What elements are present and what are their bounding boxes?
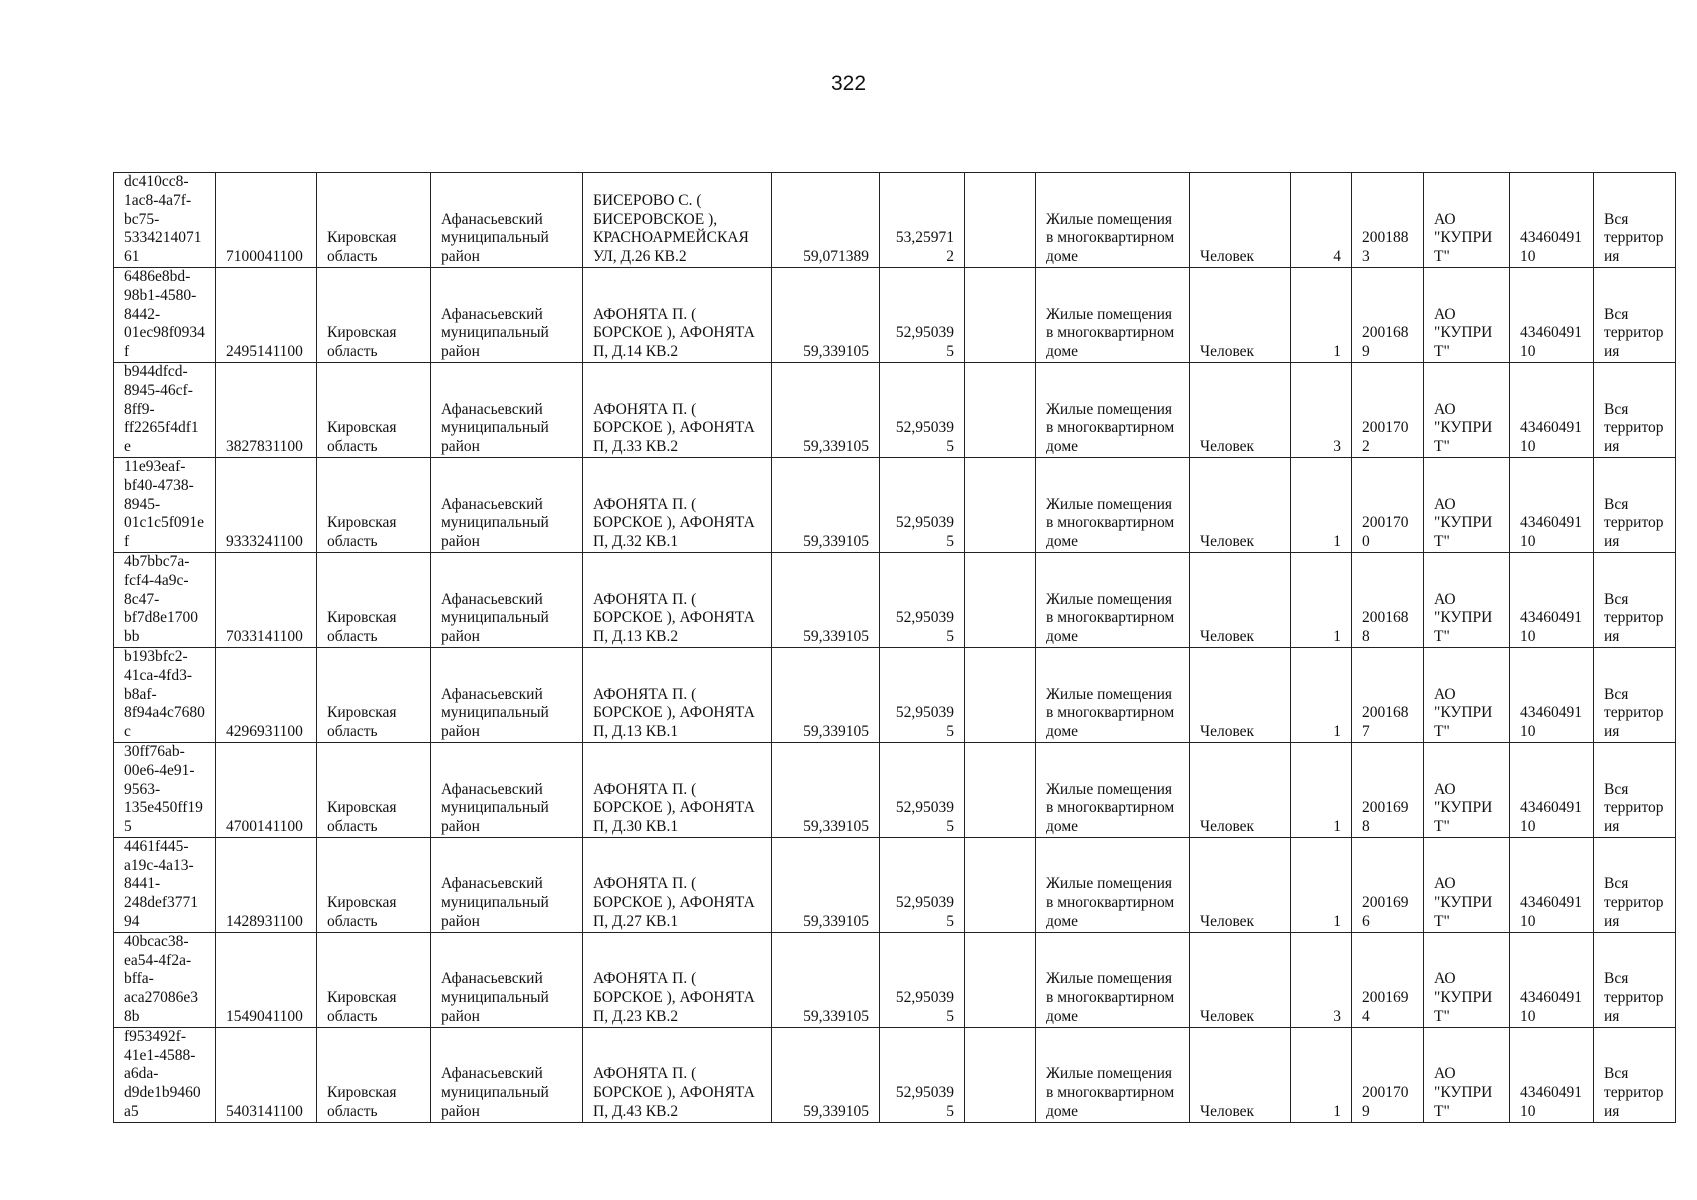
cell-district: Афанасьевский муниципальный район — [431, 837, 583, 932]
cell-object-id: f953492f-41e1-4588-a6da-d9de1b9460a5 — [114, 1027, 216, 1122]
cell-purpose: Жилые помещения в многоквартирном доме — [1036, 173, 1190, 268]
cell-unit: Человек — [1190, 457, 1291, 552]
cell-territory: Вся территория — [1594, 837, 1676, 932]
cell-object-id: 30ff76ab-00e6-4e91-9563-135e450ff195 — [114, 742, 216, 837]
cell-inn: 4346049110 — [1510, 1027, 1594, 1122]
cell-count: 1 — [1291, 457, 1352, 552]
table-row — [114, 1027, 1676, 1122]
cell-count: 1 — [1291, 742, 1352, 837]
cell-organization: АО "КУПРИТ" — [1424, 837, 1510, 932]
cell-latitude: 59,339105 — [772, 552, 880, 647]
cell-inn: 4346049110 — [1510, 837, 1594, 932]
cell-territory: Вся территория — [1594, 552, 1676, 647]
cell-unit: Человек — [1190, 552, 1291, 647]
cell-count: 1 — [1291, 837, 1352, 932]
cell-object-id: dc410cc8-1ac8-4a7f-bc75-533421407161 — [114, 173, 216, 268]
cell-code: 4296931100 — [216, 647, 317, 742]
cell-district: Афанасьевский муниципальный район — [431, 932, 583, 1027]
cell-address: АФОНЯТА П. ( БОРСКОЕ ), АФОНЯТА П, Д.32 КВ.1 — [583, 457, 772, 552]
table-row — [114, 457, 1676, 552]
cell-unit: Человек — [1190, 647, 1291, 742]
cell-code: 9333241100 — [216, 457, 317, 552]
cell-inn: 4346049110 — [1510, 173, 1594, 268]
cell-inn: 4346049110 — [1510, 457, 1594, 552]
cell-inn: 4346049110 — [1510, 742, 1594, 837]
cell-code: 4700141100 — [216, 742, 317, 837]
cell-region: Кировская область — [317, 362, 431, 457]
cell-object-id: 6486e8bd-98b1-4580-8442-01ec98f0934f — [114, 267, 216, 362]
cell-latitude: 59,339105 — [772, 932, 880, 1027]
cell-empty — [965, 1027, 1036, 1122]
cell-region: Кировская область — [317, 173, 431, 268]
cell-longitude: 52,950395 — [880, 1027, 965, 1122]
cell-longitude: 52,950395 — [880, 267, 965, 362]
cell-longitude: 52,950395 — [880, 552, 965, 647]
cell-region: Кировская область — [317, 837, 431, 932]
cell-purpose: Жилые помещения в многоквартирном доме — [1036, 1027, 1190, 1122]
cell-unit: Человек — [1190, 742, 1291, 837]
cell-number: 2001700 — [1352, 457, 1424, 552]
cell-district: Афанасьевский муниципальный район — [431, 647, 583, 742]
cell-count: 3 — [1291, 362, 1352, 457]
cell-district: Афанасьевский муниципальный район — [431, 552, 583, 647]
cell-purpose: Жилые помещения в многоквартирном доме — [1036, 742, 1190, 837]
cell-longitude: 52,950395 — [880, 362, 965, 457]
cell-empty — [965, 647, 1036, 742]
cell-purpose: Жилые помещения в многоквартирном доме — [1036, 362, 1190, 457]
cell-count: 4 — [1291, 173, 1352, 268]
cell-number: 2001687 — [1352, 647, 1424, 742]
cell-address: АФОНЯТА П. ( БОРСКОЕ ), АФОНЯТА П, Д.27 КВ.1 — [583, 837, 772, 932]
cell-code: 3827831100 — [216, 362, 317, 457]
cell-territory: Вся территория — [1594, 173, 1676, 268]
cell-address: АФОНЯТА П. ( БОРСКОЕ ), АФОНЯТА П, Д.13 КВ.2 — [583, 552, 772, 647]
cell-latitude: 59,339105 — [772, 362, 880, 457]
table-row — [114, 742, 1676, 837]
cell-code: 1428931100 — [216, 837, 317, 932]
table-row — [114, 267, 1676, 362]
cell-organization: АО "КУПРИТ" — [1424, 1027, 1510, 1122]
cell-count: 1 — [1291, 1027, 1352, 1122]
cell-count: 1 — [1291, 647, 1352, 742]
cell-inn: 4346049110 — [1510, 932, 1594, 1027]
cell-latitude: 59,339105 — [772, 457, 880, 552]
cell-latitude: 59,339105 — [772, 1027, 880, 1122]
cell-longitude: 52,950395 — [880, 647, 965, 742]
cell-object-id: 11e93eaf-bf40-4738-8945-01c1c5f091ef — [114, 457, 216, 552]
registry-table — [113, 172, 1676, 1123]
cell-number: 2001709 — [1352, 1027, 1424, 1122]
cell-number: 2001696 — [1352, 837, 1424, 932]
cell-address: АФОНЯТА П. ( БОРСКОЕ ), АФОНЯТА П, Д.43 КВ.2 — [583, 1027, 772, 1122]
cell-longitude: 53,259712 — [880, 173, 965, 268]
cell-region: Кировская область — [317, 647, 431, 742]
cell-empty — [965, 552, 1036, 647]
cell-organization: АО "КУПРИТ" — [1424, 742, 1510, 837]
cell-empty — [965, 362, 1036, 457]
cell-address: АФОНЯТА П. ( БОРСКОЕ ), АФОНЯТА П, Д.33 КВ.2 — [583, 362, 772, 457]
cell-region: Кировская область — [317, 457, 431, 552]
cell-region: Кировская область — [317, 932, 431, 1027]
cell-purpose: Жилые помещения в многоквартирном доме — [1036, 552, 1190, 647]
cell-territory: Вся территория — [1594, 742, 1676, 837]
cell-address: АФОНЯТА П. ( БОРСКОЕ ), АФОНЯТА П, Д.14 КВ.2 — [583, 267, 772, 362]
cell-purpose: Жилые помещения в многоквартирном доме — [1036, 837, 1190, 932]
cell-territory: Вся территория — [1594, 647, 1676, 742]
cell-number: 2001688 — [1352, 552, 1424, 647]
table-row — [114, 647, 1676, 742]
cell-object-id: b193bfc2-41ca-4fd3-b8af-8f94a4c7680c — [114, 647, 216, 742]
cell-empty — [965, 837, 1036, 932]
cell-district: Афанасьевский муниципальный район — [431, 742, 583, 837]
cell-object-id: 40bcac38-ea54-4f2a-bffa-aca27086e38b — [114, 932, 216, 1027]
cell-empty — [965, 267, 1036, 362]
cell-address: АФОНЯТА П. ( БОРСКОЕ ), АФОНЯТА П, Д.30 КВ.1 — [583, 742, 772, 837]
cell-unit: Человек — [1190, 267, 1291, 362]
cell-territory: Вся территория — [1594, 457, 1676, 552]
cell-empty — [965, 457, 1036, 552]
table-row — [114, 837, 1676, 932]
cell-code: 7033141100 — [216, 552, 317, 647]
cell-territory: Вся территория — [1594, 362, 1676, 457]
cell-number: 2001689 — [1352, 267, 1424, 362]
cell-address: БИСЕРОВО С. ( БИСЕРОВСКОЕ ), КРАСНОАРМЕЙСКАЯ УЛ, Д.26 КВ.2 — [583, 173, 772, 268]
cell-organization: АО "КУПРИТ" — [1424, 457, 1510, 552]
cell-latitude: 59,339105 — [772, 647, 880, 742]
cell-organization: АО "КУПРИТ" — [1424, 173, 1510, 268]
cell-unit: Человек — [1190, 362, 1291, 457]
cell-longitude: 52,950395 — [880, 742, 965, 837]
cell-number: 2001698 — [1352, 742, 1424, 837]
table-body — [114, 173, 1676, 1123]
cell-organization: АО "КУПРИТ" — [1424, 647, 1510, 742]
cell-longitude: 52,950395 — [880, 457, 965, 552]
cell-organization: АО "КУПРИТ" — [1424, 362, 1510, 457]
cell-address: АФОНЯТА П. ( БОРСКОЕ ), АФОНЯТА П, Д.23 КВ.2 — [583, 932, 772, 1027]
cell-count: 3 — [1291, 932, 1352, 1027]
cell-object-id: b944dfcd-8945-46cf-8ff9-ff2265f4df1e — [114, 362, 216, 457]
cell-code: 2495141100 — [216, 267, 317, 362]
cell-latitude: 59,339105 — [772, 742, 880, 837]
cell-latitude: 59,339105 — [772, 267, 880, 362]
cell-object-id: 4b7bbc7a-fcf4-4a9c-8c47-bf7d8e1700bb — [114, 552, 216, 647]
cell-purpose: Жилые помещения в многоквартирном доме — [1036, 647, 1190, 742]
cell-inn: 4346049110 — [1510, 362, 1594, 457]
cell-organization: АО "КУПРИТ" — [1424, 552, 1510, 647]
cell-empty — [965, 742, 1036, 837]
cell-latitude: 59,339105 — [772, 837, 880, 932]
cell-inn: 4346049110 — [1510, 267, 1594, 362]
cell-count: 1 — [1291, 552, 1352, 647]
cell-organization: АО "КУПРИТ" — [1424, 932, 1510, 1027]
cell-region: Кировская область — [317, 1027, 431, 1122]
table-row — [114, 173, 1676, 268]
cell-district: Афанасьевский муниципальный район — [431, 267, 583, 362]
cell-territory: Вся территория — [1594, 932, 1676, 1027]
cell-region: Кировская область — [317, 742, 431, 837]
cell-empty — [965, 173, 1036, 268]
cell-purpose: Жилые помещения в многоквартирном доме — [1036, 932, 1190, 1027]
cell-region: Кировская область — [317, 267, 431, 362]
cell-district: Афанасьевский муниципальный район — [431, 362, 583, 457]
cell-count: 1 — [1291, 267, 1352, 362]
cell-district: Афанасьевский муниципальный район — [431, 1027, 583, 1122]
cell-number: 2001702 — [1352, 362, 1424, 457]
cell-inn: 4346049110 — [1510, 647, 1594, 742]
cell-address: АФОНЯТА П. ( БОРСКОЕ ), АФОНЯТА П, Д.13 КВ.1 — [583, 647, 772, 742]
table-row — [114, 552, 1676, 647]
cell-inn: 4346049110 — [1510, 552, 1594, 647]
cell-unit: Человек — [1190, 1027, 1291, 1122]
cell-longitude: 52,950395 — [880, 932, 965, 1027]
page-number: 322 — [830, 72, 867, 95]
cell-unit: Человек — [1190, 173, 1291, 268]
cell-number: 2001694 — [1352, 932, 1424, 1027]
cell-district: Афанасьевский муниципальный район — [431, 457, 583, 552]
cell-longitude: 52,950395 — [880, 837, 965, 932]
cell-code: 5403141100 — [216, 1027, 317, 1122]
cell-purpose: Жилые помещения в многоквартирном доме — [1036, 267, 1190, 362]
cell-number: 2001883 — [1352, 173, 1424, 268]
cell-latitude: 59,071389 — [772, 173, 880, 268]
table-row — [114, 932, 1676, 1027]
cell-object-id: 4461f445-a19c-4a13-8441-248def377194 — [114, 837, 216, 932]
cell-district: Афанасьевский муниципальный район — [431, 173, 583, 268]
cell-unit: Человек — [1190, 837, 1291, 932]
cell-empty — [965, 932, 1036, 1027]
cell-purpose: Жилые помещения в многоквартирном доме — [1036, 457, 1190, 552]
cell-territory: Вся территория — [1594, 267, 1676, 362]
cell-unit: Человек — [1190, 932, 1291, 1027]
cell-code: 7100041100 — [216, 173, 317, 268]
cell-organization: АО "КУПРИТ" — [1424, 267, 1510, 362]
table-row — [114, 362, 1676, 457]
cell-code: 1549041100 — [216, 932, 317, 1027]
cell-territory: Вся территория — [1594, 1027, 1676, 1122]
cell-region: Кировская область — [317, 552, 431, 647]
